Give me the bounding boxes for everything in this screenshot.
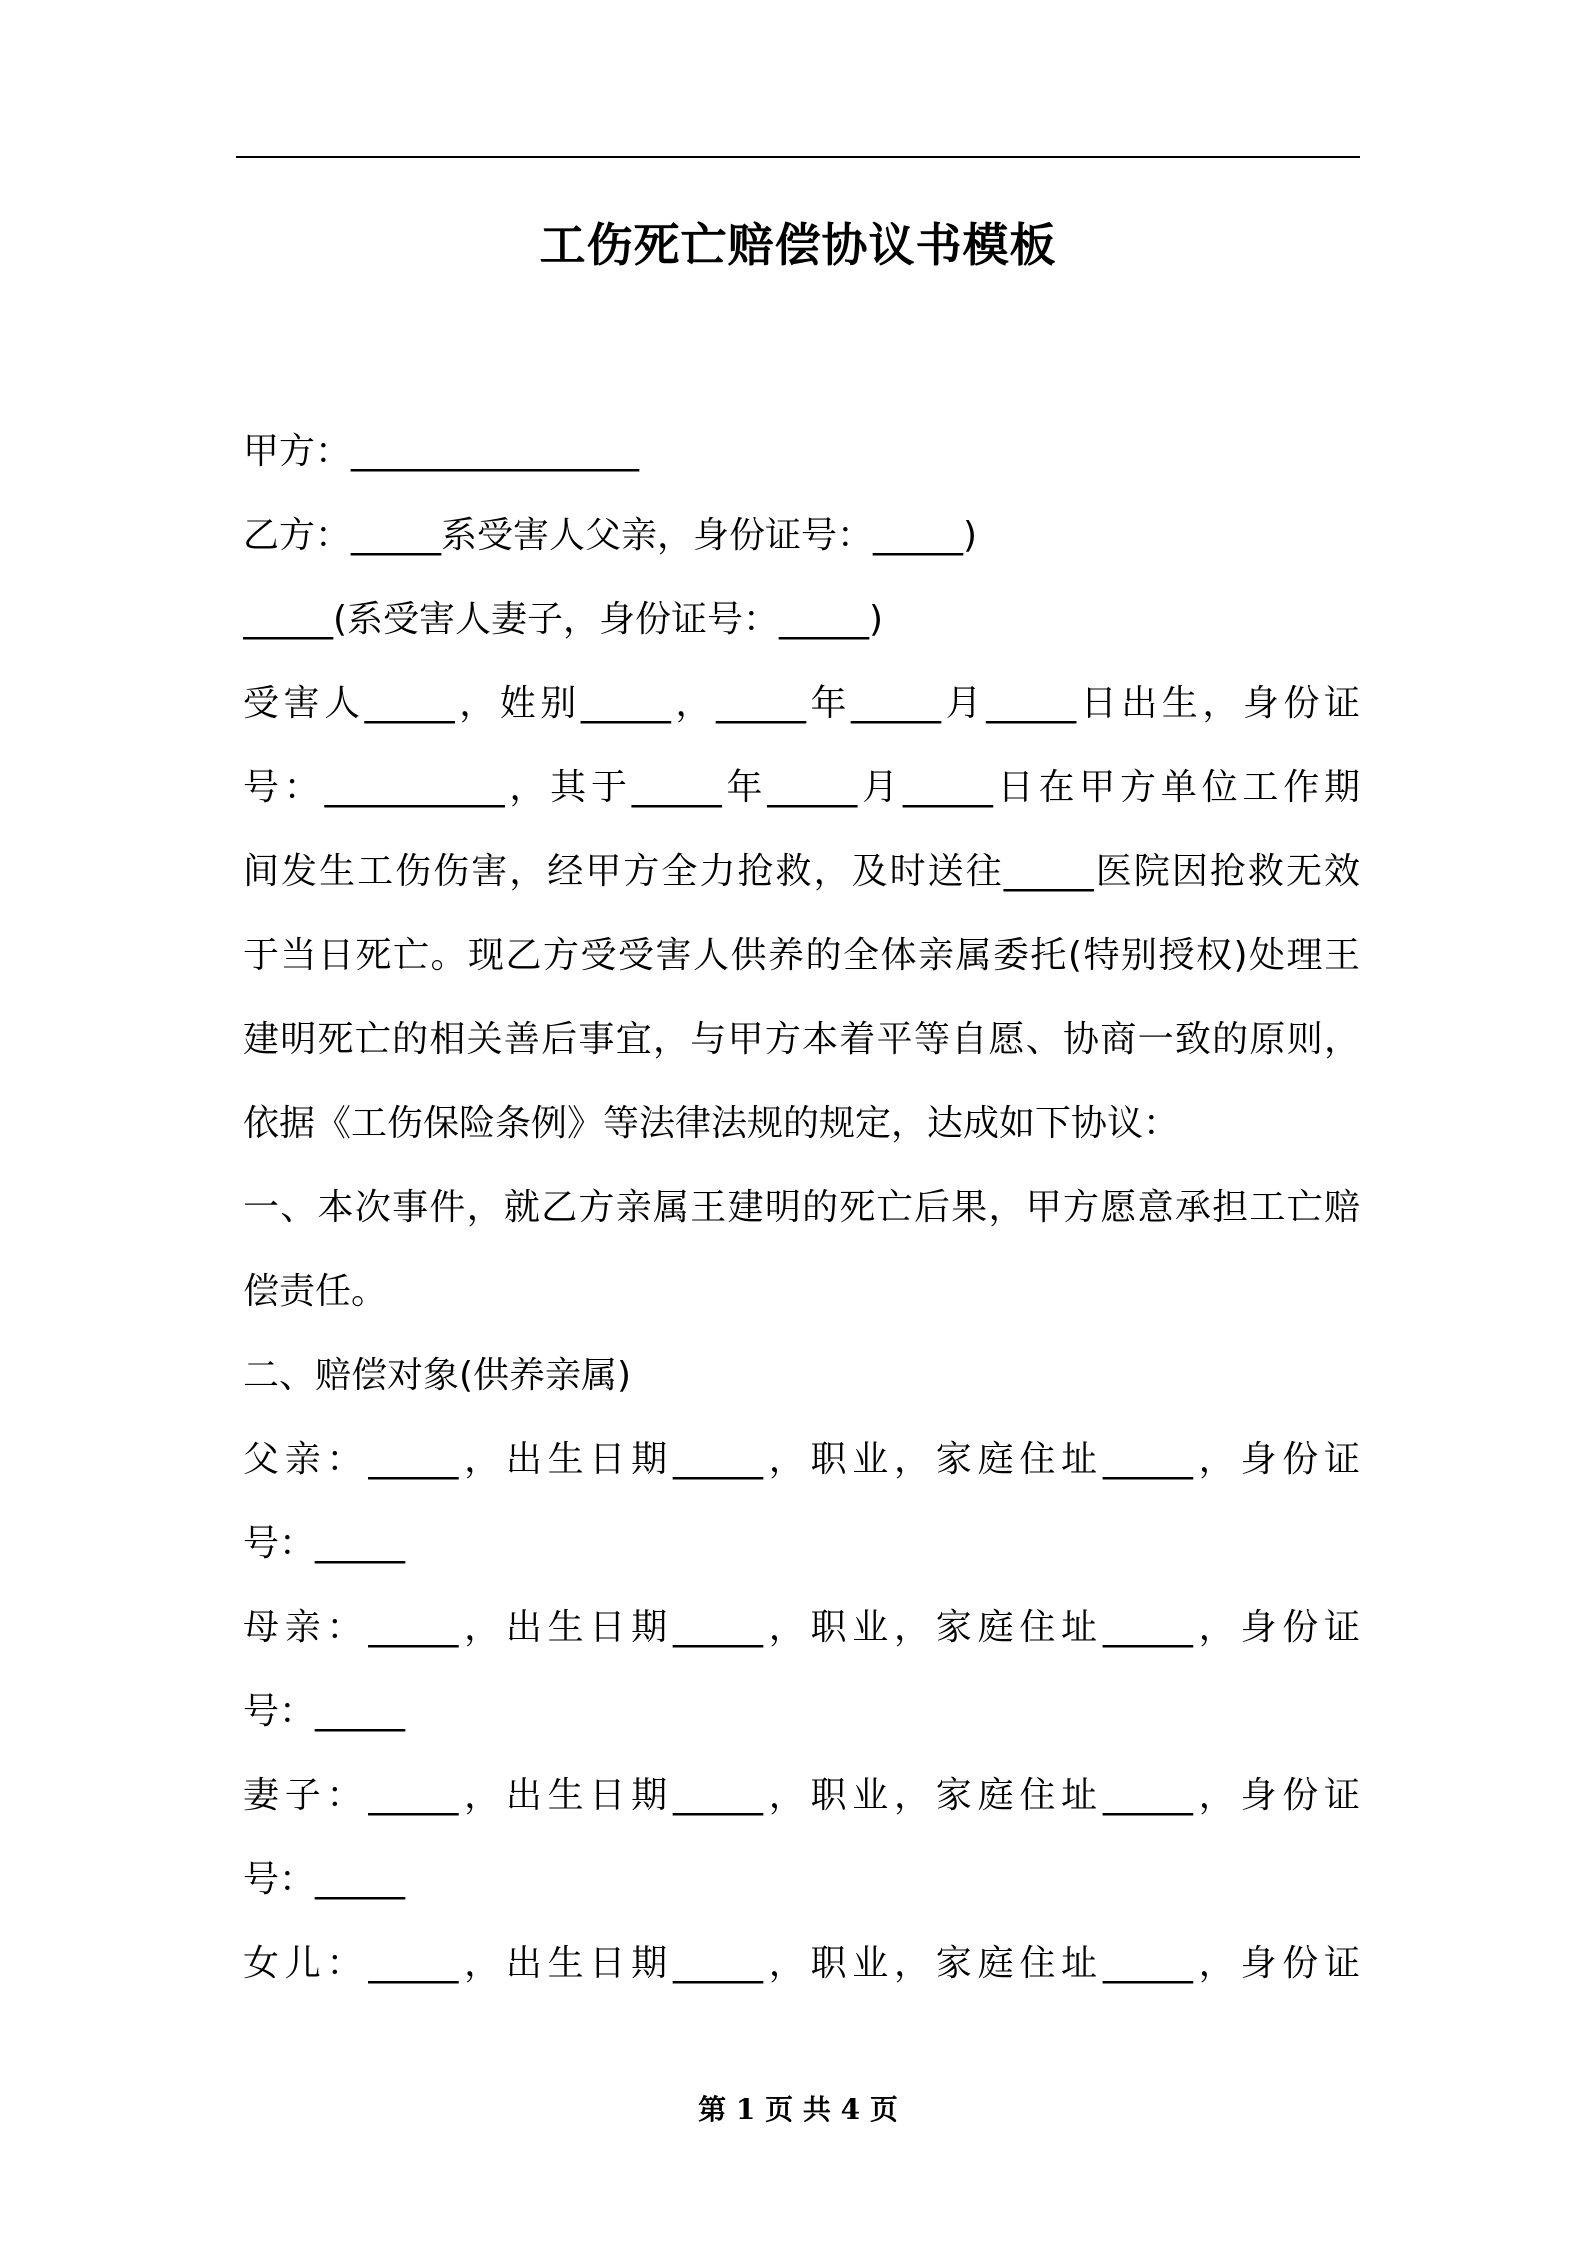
victim-info-line: 受害人_____，姓别_____，_____年_____月_____日出生，身份证 [243,683,1360,724]
body-paragraph-line: 于当日死亡。现乙方受受害人供养的全体亲属委托(特别授权)处理王 [243,935,1360,976]
body-paragraph-line: 建明死亡的相关善后事宜，与甲方本着平等自愿、协商一致的原则， [243,1019,1360,1060]
wife-id-line: 号：_____ [243,1859,406,1900]
body-paragraph-line: 间发生工伤伤害，经甲方全力抢救，及时送往_____医院因抢救无效 [243,851,1360,892]
body-paragraph-line: 号：__________，其于_____年_____月_____日在甲方单位工作期 [243,767,1360,808]
document-title: 工伤死亡赔偿协议书模板 [539,218,1057,272]
party-b-line: 乙方：_____系受害人父亲，身份证号：_____) [243,515,978,556]
clause-two-heading: 二、赔偿对象(供养亲属) [243,1355,632,1396]
page-number-footer: 第 1 页 共 4 页 [698,2093,898,2126]
father-info-line: 父亲：_____，出生日期_____，职业，家庭住址_____，身份证 [243,1439,1360,1480]
father-id-line: 号：_____ [243,1523,406,1564]
daughter-info-line: 女儿：_____，出生日期_____，职业，家庭住址_____，身份证 [243,1943,1360,1984]
party-a-line: 甲方：________________ [243,431,640,472]
body-paragraph-line: 依据《工伤保险条例》等法律法规的规定，达成如下协议： [243,1103,1180,1144]
clause-one-line: 一、本次事件，就乙方亲属王建明的死亡后果，甲方愿意承担工亡赔 [243,1187,1360,1228]
header-rule [236,156,1360,158]
party-b-wife-line: _____(系受害人妻子，身份证号：_____) [243,599,884,640]
clause-one-line: 偿责任。 [243,1271,388,1312]
mother-id-line: 号：_____ [243,1691,406,1732]
document-body [243,410,1360,2006]
wife-info-line: 妻子：_____，出生日期_____，职业，家庭住址_____，身份证 [243,1775,1360,1816]
mother-info-line: 母亲：_____，出生日期_____，职业，家庭住址_____，身份证 [243,1607,1360,1648]
